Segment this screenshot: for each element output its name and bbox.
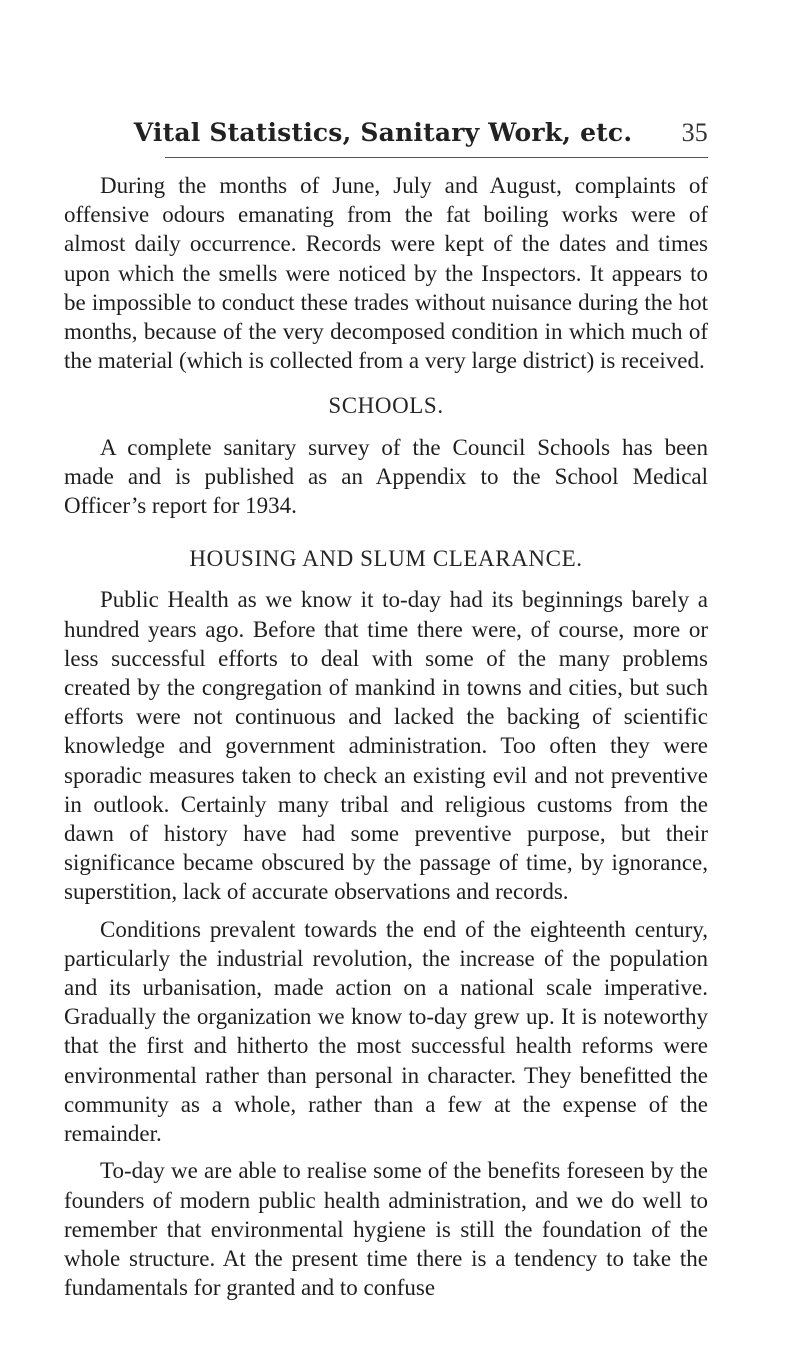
- heading-housing: HOUSING AND SLUM CLEARANCE.: [189, 546, 583, 572]
- paragraph-odours: During the months of June, July and August, complaints of offensive odours emanating from the fat boiling works were of almost daily occurrence. Records were kept of the dates and times upon which the smells were noticed by the Inspectors. It appears to be impossible to conduct these trades without nuisance during the hot months, because of the very decomposed condition in which much of the material (which is collected from a very large district) is received.: [64, 173, 708, 374]
- paragraph-schools: A complete sanitary survey of the Council Schools has been made and is published as an Appendix to the School Medical Officer’s report for 1934.: [64, 434, 708, 519]
- running-title: Vital Statistics, Sanitary Work, etc.: [133, 118, 633, 147]
- page-number: 35: [681, 118, 708, 147]
- paragraph-today: To-day we are able to realise some of the benefits foreseen by the founders of modern public health administration, and we do well to remember that environmental hygiene is still the foundation of the whole structure. At the present time there is a tendency to take the fundamentals for granted and to confuse: [64, 1158, 708, 1301]
- paragraph-conditions: Conditions prevalent towards the end of the eighteenth century, particularly the industrial revolution, the increase of the population and its urbanisation, made action on a national scale imperative. Gradually the organization we know to-day grew up. It is noteworthy that the first and hitherto the most successful health reforms were environmental rather than personal in character. They benefitted the community as a whole, rather than a few at the expense of the remainder.: [64, 916, 708, 1147]
- header-rule: [165, 157, 708, 158]
- running-header: [58, 118, 708, 158]
- paragraph-public-health: Public Health as we know it to-day had its beginnings barely a hundred years ago. Before that time there were, of course, more or less successful efforts to deal with some of the many problems created by the congregation of mankind in towns and cities, but such efforts were not continuous and lacked the backing of scientific knowledge and government administration. Too often they were sporadic measures taken to check an existing evil and not preventive in outlook. Certainly many tribal and religious customs from the dawn of history have had some preventive purpose, but their significance became obscured by the passage of time, by ignorance, superstition, lack of accurate observations and records.: [64, 587, 708, 905]
- body-text: [64, 171, 708, 1302]
- heading-schools: SCHOOLS.: [328, 393, 444, 419]
